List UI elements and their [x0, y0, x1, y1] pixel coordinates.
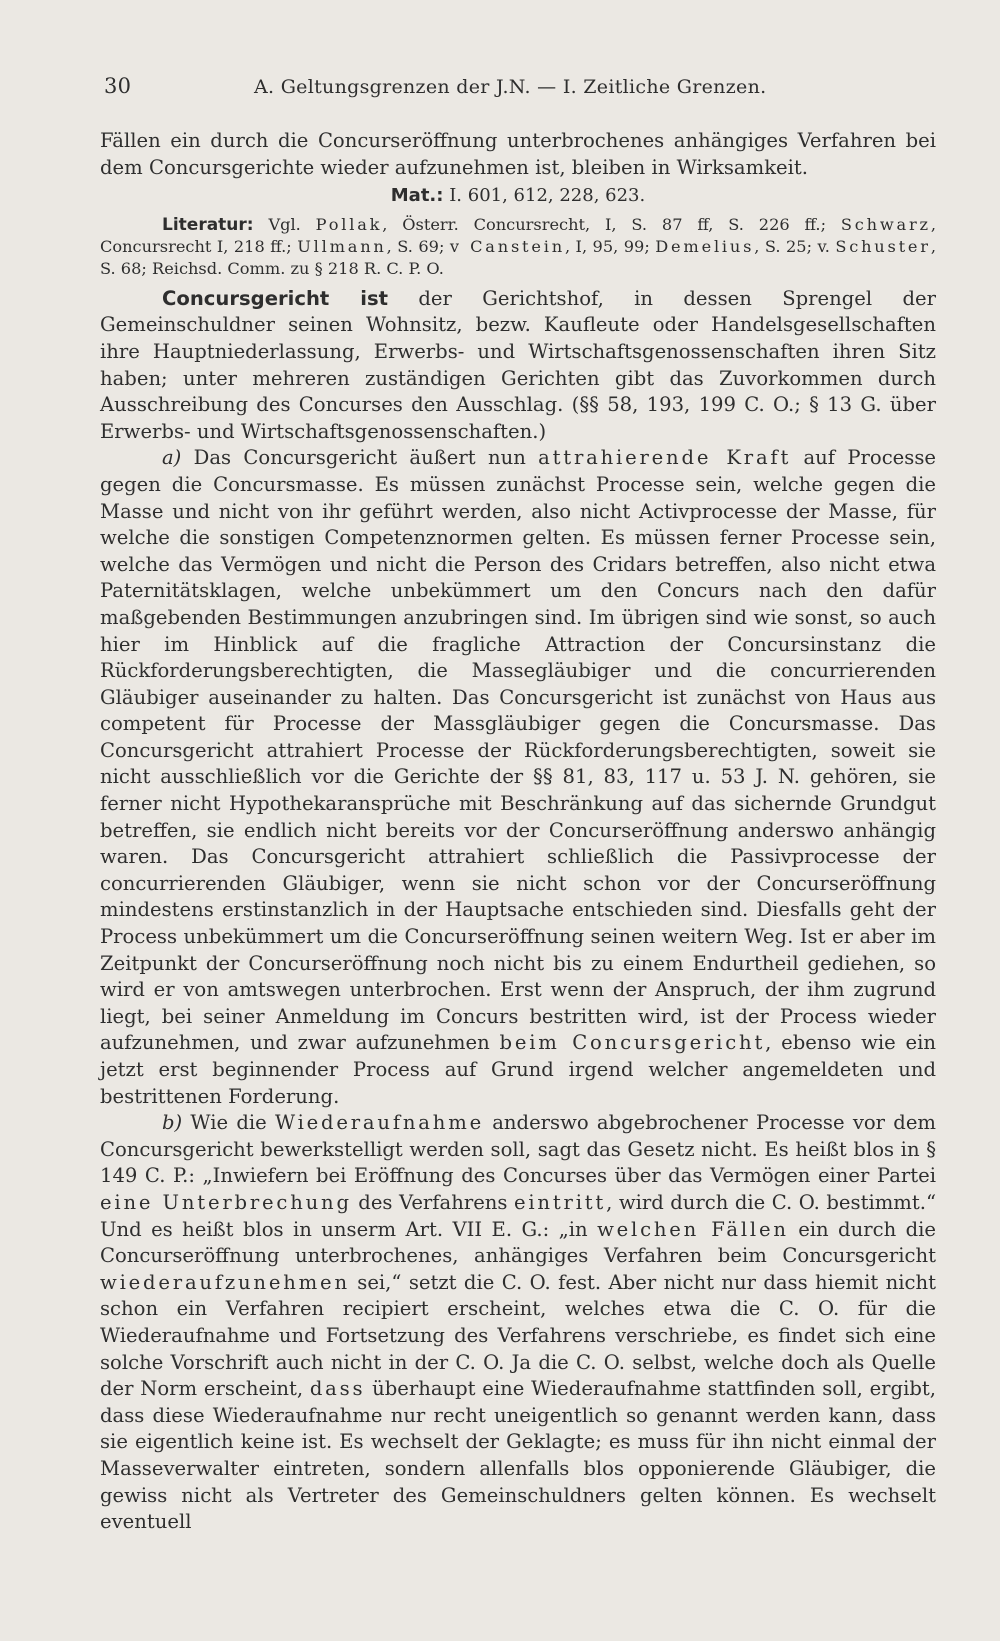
paragraph-text: sei,“ setzt die C. O. fest. Aber nicht nur dass hiemit nicht schon ein Verfahren recipiert erscheint, welches etwa die C. O. für die Wiederaufnahme und Fortsetzung des Verfahrens verschriebe, es findet sich eine solche Vorschrift auch nicht in der C. O. Ja die C. O. selbst, welche doch als Quelle der Norm erscheint, — [100, 1270, 936, 1401]
paragraph-text: Das Concursgericht äußert nun — [181, 446, 539, 470]
paragraph-text: Wie die — [182, 1111, 275, 1135]
paragraph-text: des Verfahrens — [351, 1190, 514, 1214]
literature-label: Literatur: — [162, 214, 254, 235]
literature-text: Vgl. — [253, 214, 316, 234]
literature-author: Schwarz — [840, 214, 931, 234]
spaced-emphasis: dass — [309, 1377, 366, 1401]
materials-reference — [100, 183, 936, 210]
paragraph-lead: Concursgericht ist — [162, 286, 388, 310]
paragraph-text: der Gerichtshof, in dessen Sprengel der Gemeinschuldner seinen Wohnsitz, bezw. Kaufleute oder Handelsgesellschaften ihre Hauptniederlassung, Erwerbs- und Wirtschaftsgenossenschaften ihren Sitz haben; unter mehreren zuständigen Gerichten gibt das Zuvorkommen durch Ausschreibung des Concurses den Ausschlag. (§§ 58, 193, 199 C. O.; § 13 G. über Erwerbs- und Wirtschaftsgenossenschaften.) — [100, 286, 937, 443]
spaced-emphasis: Wiederaufnahme — [274, 1111, 484, 1135]
spaced-emphasis: welchen Fällen — [597, 1217, 789, 1241]
running-title: A. Geltungsgrenzen der J.N. — I. Zeitliche Grenzen. — [254, 76, 767, 98]
page-number: 30 — [104, 74, 132, 98]
literature-text: , S. 25; v. — [754, 236, 836, 256]
spaced-emphasis: eintritt — [513, 1190, 607, 1214]
literature-author: Pollak — [315, 214, 383, 234]
literature-author: Ullmann — [297, 236, 387, 256]
literature-author: Demelius — [655, 236, 755, 256]
materials-text: I. 601, 612, 228, 623. — [443, 185, 646, 207]
paragraph-text: anderswo abgebrochener Processe vor dem Concursgericht bewerkstelligt werden soll, sagt das Gesetz nicht. Es heißt blos in § 149 C. P.: „Inwiefern bei Eröffnung des Concurses über das Vermögen einer Partei — [100, 1111, 937, 1188]
enumeration-mark: a) — [162, 446, 182, 470]
paragraph-text: überhaupt eine Wiederaufnahme stattfinden soll, ergibt, dass diese Wiederaufnahme nur recht uneigentlich so genannt werden kann, dass sie eigentlich keine ist. Es wechselt der Geklagte; es muss für ihn nicht einmal der Masseverwalter eintreten, sondern allenfalls blos opponierende Gläubiger, die gewiss nicht als Vertreter des Gemeinschuldners gelten können. Es wechselt eventuell — [100, 1377, 936, 1534]
spaced-emphasis: attrahierende Kraft — [538, 446, 792, 470]
paragraph-continuation: Fällen ein durch die Concurseröffnung unterbrochenes anhängiges Verfahren bei dem Concursgerichte wieder aufzunehmen ist, bleiben in Wirksamkeit. — [100, 129, 936, 179]
paragraph-text: , ebenso wie ein jetzt erst beginnender Process auf Grund irgend welcher angemeldeten und bestrittenen Forderung. — [100, 1031, 936, 1108]
literature-author: v Canstein — [449, 236, 565, 256]
literature-reference — [100, 214, 936, 280]
spaced-emphasis: eine Unterbrechung — [100, 1190, 352, 1214]
paragraph-a — [100, 445, 936, 1110]
literature-text: , S. 68; Reichsd. Comm. zu § 218 R. C. P. O. — [100, 236, 937, 278]
spaced-emphasis: beim Concursgericht — [499, 1031, 766, 1055]
literature-text: , I, 95, 99; — [564, 236, 656, 256]
literature-text: , S. 69; — [386, 236, 450, 256]
paragraph-text: ein durch die Concurseröffnung unterbrochenes, anhängiges Verfahren beim Concursgericht — [100, 1217, 936, 1268]
spaced-emphasis: wiederaufzunehmen — [100, 1270, 350, 1294]
literature-author: Schuster — [835, 236, 931, 256]
page-body — [100, 128, 936, 1536]
paragraph-b — [100, 1110, 936, 1536]
paragraph-text: , wird durch die C. O. bestimmt.“ Und es heißt blos in unserm Art. VII E. G.: „in — [100, 1190, 936, 1241]
enumeration-mark: b) — [162, 1111, 183, 1135]
literature-text: , Concursrecht I, 218 ff.; — [100, 214, 936, 256]
literature-text: , Österr. Concursrecht, I, S. 87 ff, S. 226 ff.; — [382, 214, 841, 234]
paragraph-concursgericht — [100, 286, 936, 446]
materials-label: Mat.: — [390, 185, 444, 207]
paragraph-text: auf Processe gegen die Concursmasse. Es müssen zunächst Processe sein, welche gegen die Masse und nicht von ihr geführt werden, also nicht Activprocesse der Masse, für welche die sonstigen Competenznormen gelten. Es müssen ferner Processe sein, welche das Vermögen und nicht die Person des Cridars betreffen, also nicht etwa Paternitätsklagen, welche unbekümmert um den Concurs nach den dafür maßgebenden Bestimmungen anzubringen sind. Im übrigen sind wie sonst, so auch hier im Hinblick auf die fragliche Attraction der Concursinstanz die Rückforderungsberechtigten, die Massegläubiger und die concurrierenden Gläubiger auseinander zu halten. Das Concursgericht ist zunächst von Haus aus competent für Processe der Massgläubiger gegen die Concursmasse. Das Concursgericht attrahiert Processe der Rückforderungsberechtigten, soweit sie nicht ausschließlich vor die Gerichte der §§ 81, 83, 117 u. 53 J. N. gehören, sie ferner nicht Hypothekaransprüche mit Beschränkung auf das sichernde Grundgut betreffen, sie endlich nicht bereits vor der Concurseröffnung anderswo anhängig waren. Das Concursgericht attrahiert schließlich die Passivprocesse der concurrierenden Gläubiger, wenn sie nicht schon vor der Concurseröffnung mindestens erstinstanzlich in der Hauptsache entschieden sind. Diesfalls geht der Process unbekümmert um die Concurseröffnung seinen weitern Weg. Ist er aber im Zeitpunkt der Concurseröffnung noch nicht bis zu einem Endurtheil gediehen, so wird er von amtswegen unterbrochen. Erst wenn der Anspruch, der ihm zugrund liegt, bei seiner Anmeldung im Concurs bestritten wird, ist der Process wieder aufzunehmen, und zwar aufzunehmen — [100, 446, 936, 1055]
